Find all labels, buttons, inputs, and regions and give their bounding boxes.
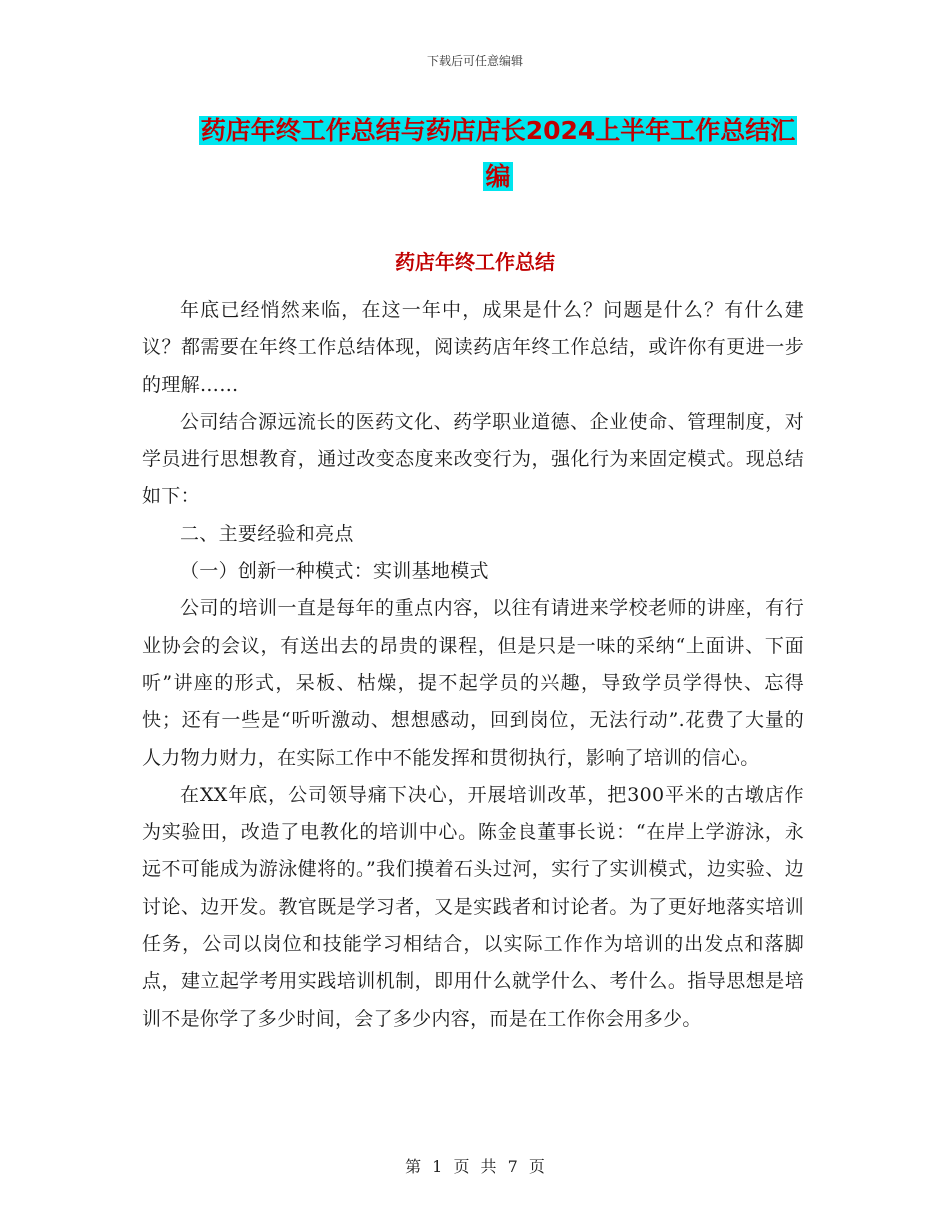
document-body <box>142 292 804 1038</box>
page-footer-number: 第 1 页 共 7 页 <box>405 1157 545 1176</box>
document-title-line-2: 编 <box>485 162 511 191</box>
paragraph: 年底已经悄然来临，在这一年中，成果是什么？问题是什么？有什么建议？都需要在年终工作总结体现，阅读药店年终工作总结，或许你有更进一步的理解…… <box>142 299 804 396</box>
paragraph: 公司结合源远流长的医药文化、药学职业道德、企业使命、管理制度，对学员进行思想教育，通过改变态度来改变行为，强化行为来固定模式。现总结如下： <box>142 410 804 508</box>
paragraph-heading: 二、主要经验和亮点 <box>180 522 354 545</box>
paragraph: 在XX年底，公司领导痛下决心，开展培训改革，把300平米的古墩店作为实验田，改造了电教化的培训中心。陈金良董事长说：“在岸上学游泳，永远不可能成为游泳健将的。”我们摸着石头过河，实行了实训模式，边实验、边讨论、边开发。教官既是学习者，又是实践者和讨论者。为了更好地落实培训任务，公司以岗位和技能学习相结合，以实际工作作为培训的出发点和落脚点，建立起学考用实践培训机制，即用什么就学什么、考什么。指导思想是培训不是你学了多少时间，会了多少内容，而是在工作你会用多少。 <box>142 783 804 1030</box>
paragraph-subheading: （一）创新一种模式：实训基地模式 <box>180 560 489 583</box>
document-title-line-1: 药店年终工作总结与药店店长2024上半年工作总结汇 <box>200 116 796 145</box>
document-title <box>140 108 856 200</box>
page-header-note: 下载后可任意编辑 <box>426 54 523 68</box>
paragraph: 公司的培训一直是每年的重点内容，以往有请进来学校老师的讲座，有行业协会的会议，有送出去的昂贵的课程，但是只是一味的采纳“上面讲、下面听”讲座的形式，呆板、枯燥，提不起学员的兴趣，导致学员学得快、忘得快；还有一些是“听听激动、想想感动，回到岗位，无法行动”.花费了大量的人力物力财力，在实际工作中不能发挥和贯彻执行，影响了培训的信心。 <box>142 597 804 769</box>
section-title: 药店年终工作总结 <box>395 250 555 274</box>
